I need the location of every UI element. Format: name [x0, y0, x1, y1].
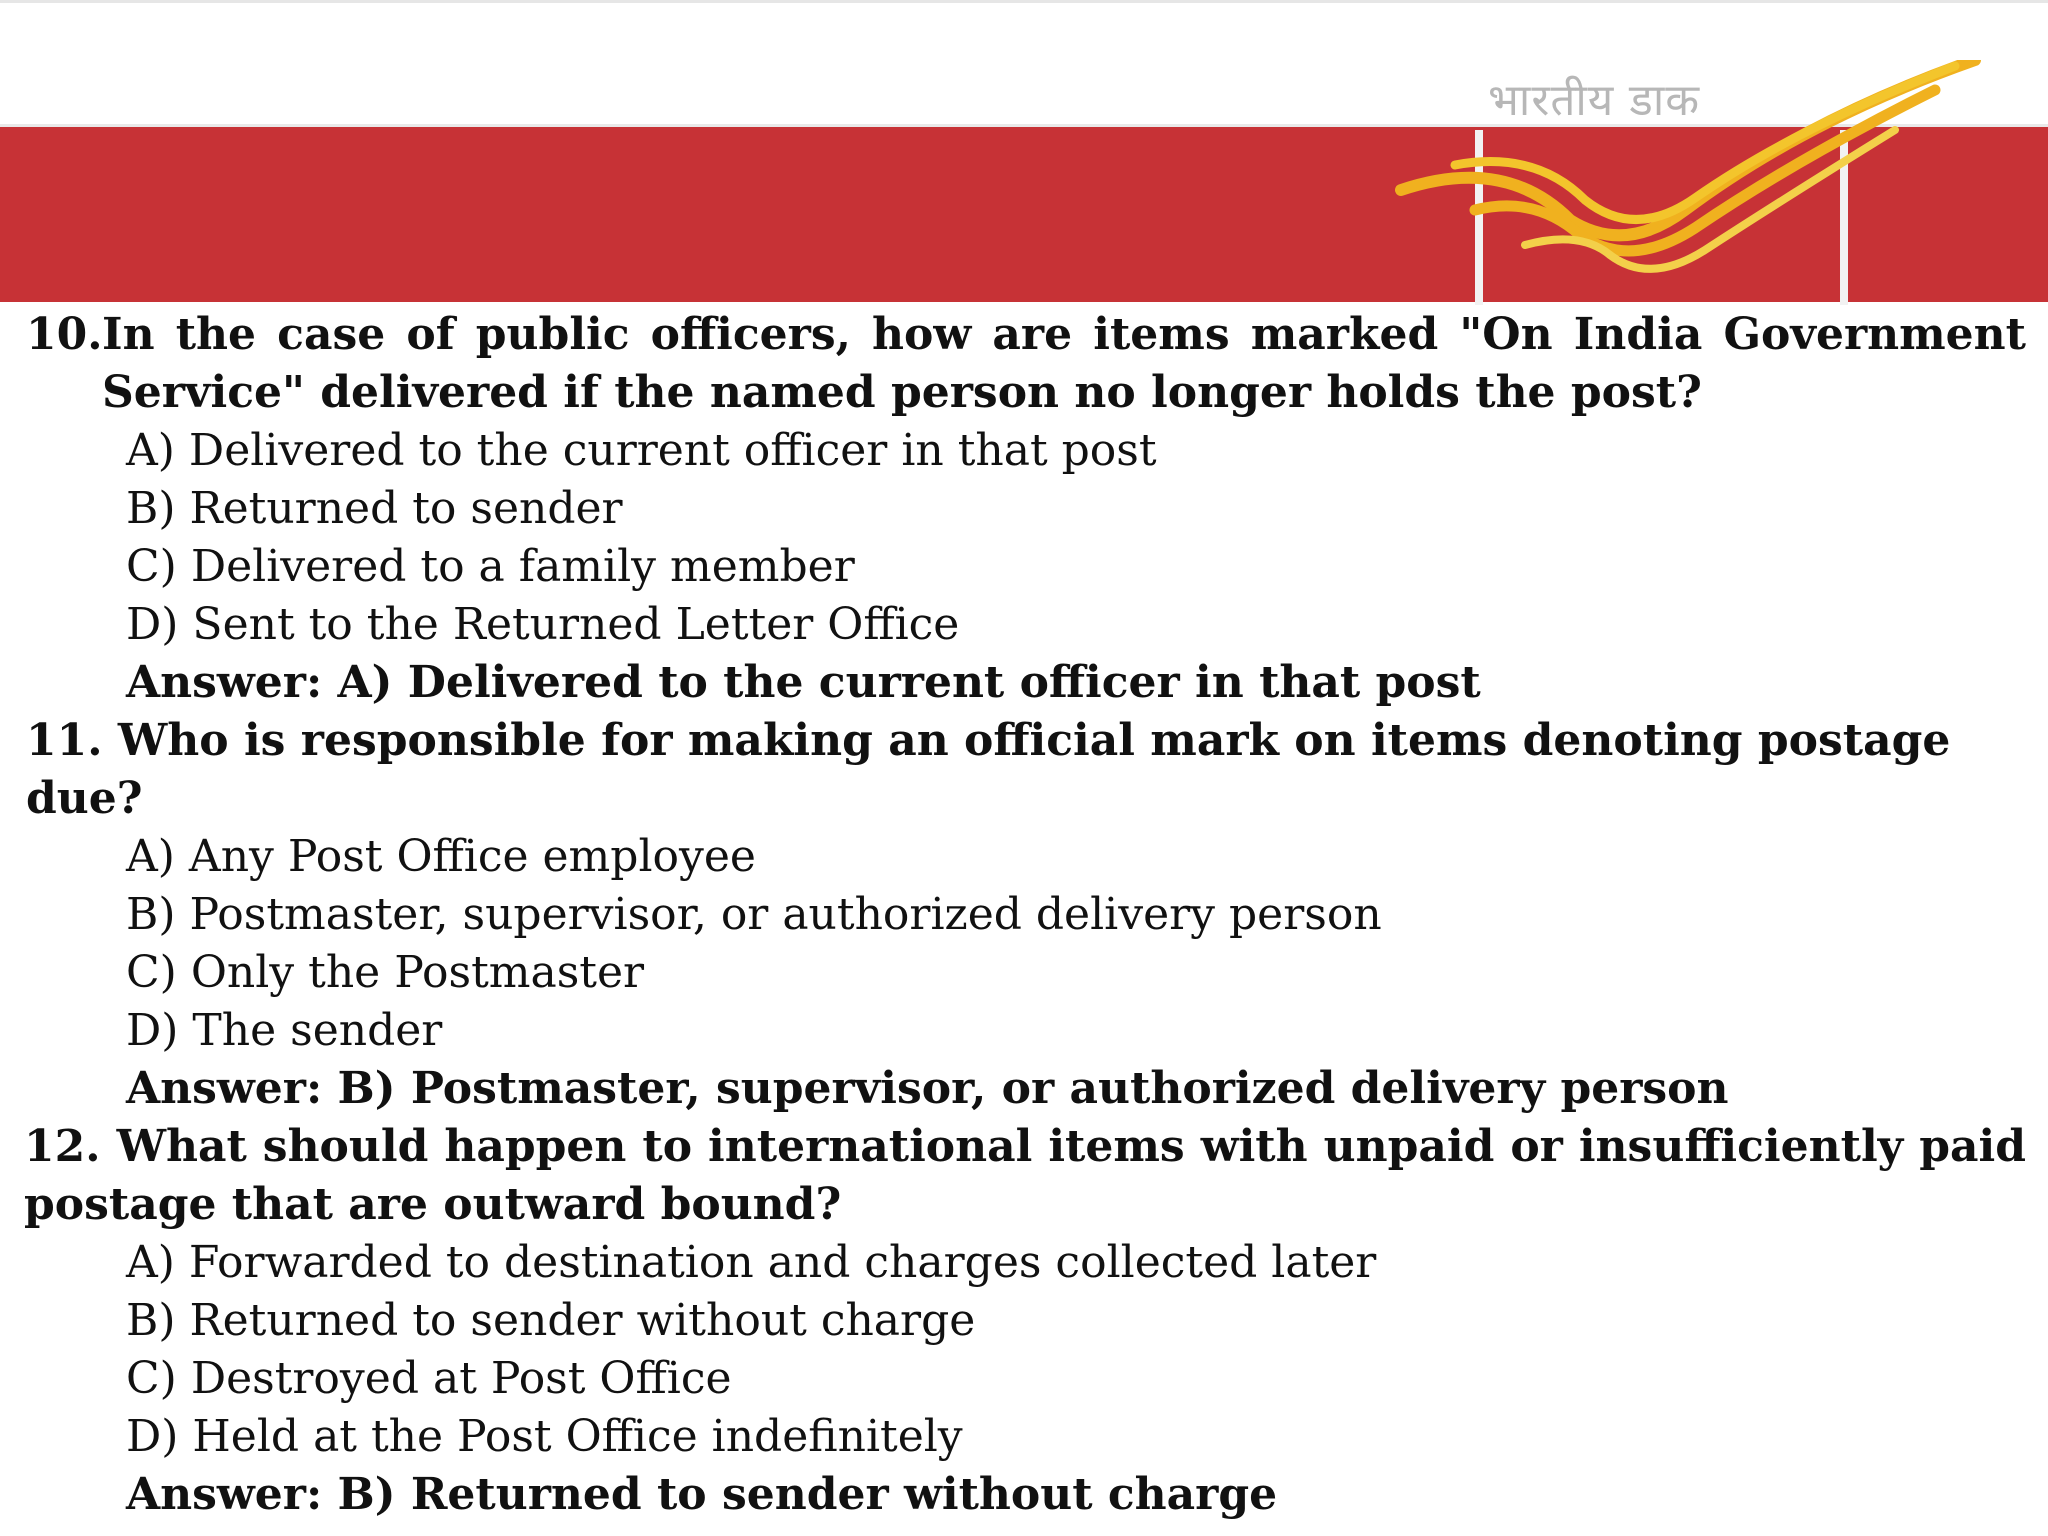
question-11: [0, 712, 2048, 828]
option-a: A) Forwarded to destination and charges collected later: [126, 1237, 1377, 1288]
option-b: B) Returned to sender: [126, 483, 623, 534]
option-c: C) Destroyed at Post Office: [126, 1353, 732, 1404]
question-10: [0, 306, 2048, 422]
option-b: B) Returned to sender without charge: [126, 1295, 976, 1346]
question-number: 12.: [24, 1121, 101, 1172]
answer: Answer: A) Delivered to the current officer in that post: [126, 657, 1481, 708]
question-text: Who is responsible for making an official mark on items denoting postage due?: [26, 715, 1951, 824]
option-c: C) Delivered to a family member: [126, 541, 855, 592]
question-text: What should happen to international items with unpaid or insufficiently paid postage that are outward bound?: [24, 1121, 2026, 1230]
option-a: A) Delivered to the current officer in that post: [126, 425, 1157, 476]
qa-content: [0, 306, 2048, 1524]
question-12: [0, 1118, 2048, 1234]
option-d: D) The sender: [126, 1005, 443, 1056]
option-a: A) Any Post Office employee: [126, 831, 756, 882]
answer: Answer: B) Returned to sender without charge: [126, 1469, 1278, 1520]
question-number: 10.: [26, 309, 103, 360]
question-number: 11.: [26, 715, 103, 766]
option-b: B) Postmaster, supervisor, or authorized delivery person: [126, 889, 1382, 940]
question-text: In the case of public officers, how are items marked "On India Government Service" delivered if the named person no longer holds the post?: [102, 309, 2026, 418]
top-rule: [0, 0, 2048, 3]
option-c: C) Only the Postmaster: [126, 947, 645, 998]
logo-text: भारतीय डाक: [1488, 75, 1701, 126]
option-d: D) Sent to the Returned Letter Office: [126, 599, 960, 650]
option-d: D) Held at the Post Office indefinitely: [126, 1411, 963, 1462]
answer: Answer: B) Postmaster, supervisor, or authorized delivery person: [126, 1063, 1729, 1114]
